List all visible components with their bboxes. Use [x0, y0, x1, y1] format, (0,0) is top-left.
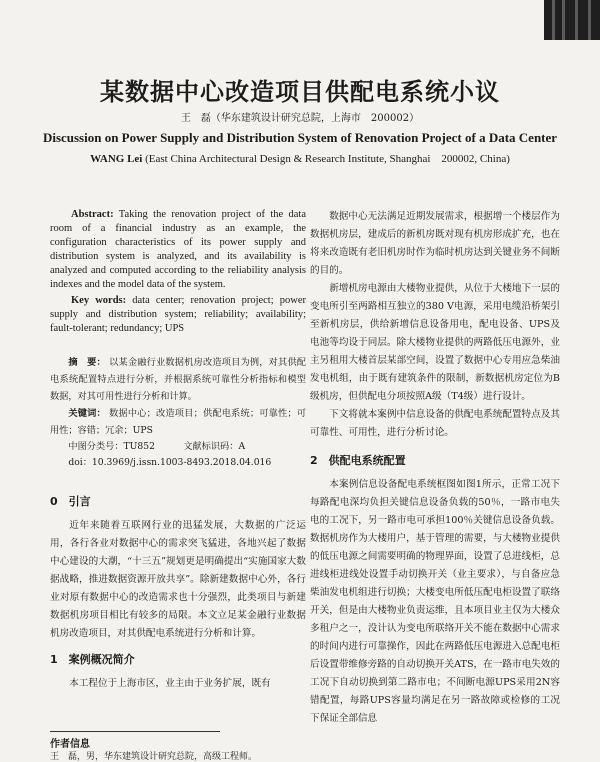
section-heading-intro: 0 引言	[50, 495, 91, 508]
footnote-rule	[50, 731, 220, 732]
paper-title-cn: 某数据中心改造项目供配电系统小议	[100, 78, 500, 106]
footnote-heading: 作者信息	[50, 739, 90, 750]
doi: doi：10.3969/j.issn.1003-8493.2018.04.016	[68, 457, 272, 468]
author-name-en: WANG Lei	[90, 153, 143, 165]
right-paragraph-3: 下文将就本案例中信息设备的供配电系统配置特点及其可靠性、可用性，进行分析讨论。	[310, 409, 560, 438]
author-affiliation-en: (East China Architectural Design & Research Institute, Shanghai 200002, China)	[145, 153, 510, 165]
abstract-en-text: Taking the renovation project of the data room of a financial industry as an example, the configuration characteristics of its power supply and distribution system is analyzed, and its availability is analyzed and computed according to the reliability analysis indexes and the model data of the system.	[50, 209, 307, 290]
config-paragraph: 本案例信息设备配电系统框图如图1所示，正常工况下每路配电深均负担关键信息设备负载的50％，一路市电失电的工况下，另一路市电可承担100％关键信息设备负载。数据机房作为大楼用户，基于管理的需要，与大楼物业提供的低压电源之间需要明确的物理界面，设置了总进线柜，总进线柜进线处设置手动切换开关（业主要求），与自备应急柴油发电机组进行切换；大楼变电所低压配电柜设置了联络开关，但是由大楼物业负责运维，且本项目业主仅为大楼众多租户之一，没计认为变电所联络开关不能在数据中心需求的时间内进行可靠操作，因此在两路低压电源进入总配电柜后设置带维修旁路的自动切换开关ATS，在一路市电失效的工况下自动切换到第二路市电；不间断电源UPS采用2N容错配置，每路UPS容量均满足在另一路故障或检修的工况下保证全部信息	[310, 479, 560, 724]
keywords-en-label: Key words:	[71, 295, 127, 306]
keywords-cn	[50, 405, 306, 439]
keywords-en	[50, 294, 306, 336]
right-paragraph-2: 新增机房电源由大楼物业提供，从位于大楼地下一层的变电所引至两路相互独立的380 V电源，采用电缆沿桥架引至新机房层，供给新增信息设备用电，配电设备、UPS及电池等均设于同层。除大楼物业提供的两路低压电源外，业主另租用大楼首层某部空间，设置了数据中心专用应急柴油发电机组，由于既有建筑条件的限制，新数据机房定位为B级机房，但供配电分项按照A级（T4级）进行设计。	[310, 283, 560, 402]
section-heading-config: 2 供配电系统配置	[310, 454, 406, 467]
classification-line	[50, 439, 306, 455]
keywords-cn-label: 关键词：	[68, 408, 106, 419]
author-line-cn: 王 磊（华东建筑设计研究总院，上海市 200002）	[180, 113, 420, 124]
doc-code-value: A	[238, 441, 246, 452]
clc-label: 中图分类号：	[68, 441, 124, 452]
abstract-cn-text: 以某金融行业数据机房改造项目为例，对其供配电系统配置特点进行分析，并根据系统可靠性分析指标和模型数据，对其可用性进行分析和计算。	[50, 357, 307, 402]
scan-corner-mark	[544, 0, 600, 40]
abstract-cn	[50, 354, 306, 405]
abstract-en	[50, 208, 306, 292]
keywords-en-text: data center; renovation project; power supply and distribution system; reliability; availability; fault-tolerant; redundancy; UPS	[50, 295, 307, 334]
author-line-en	[0, 150, 600, 166]
section-heading-case: 1 案例概况简介	[50, 653, 135, 666]
keywords-cn-text: 数据中心；改造项目；供配电系统；可靠性；可用性；容错；冗余；UPS	[50, 408, 307, 436]
right-paragraph-1: 数据中心无法满足近期发展需求，根据增一个楼层作为数据机房层，建成后的新机房既对现有机房形成扩充，也在将来改造既有老旧机房时作为临时机房达到关键业务不间断的目的。	[310, 211, 560, 276]
abstract-cn-label: 摘 要：	[68, 357, 106, 368]
case-paragraph: 本工程位于上海市区，业主由于业务扩展，既有	[69, 678, 271, 689]
right-column	[310, 208, 560, 728]
intro-paragraph: 近年来随着互联网行业的迅猛发展，大数据的广泛运用，各行各业对数据中心的需求突飞猛进，各地兴起了数据中心建设的大潮，“十三五”规划更是明确提出“实施国家大数据战略，推进数据资源开放共享”。除新建数据中心外，各行业对原有数据中心的改造需求也十分强烈，此类项目与新建数据机房项目相比有较多的局限。本文立足某金融行业数据机房改造项目，对其供配电系统进行分析和计算。	[50, 520, 306, 639]
doc-code-label: 文献标识码：	[183, 441, 239, 452]
paper-title-en: Discussion on Power Supply and Distribution System of Renovation Project of a Data Center	[42, 130, 558, 145]
footnote-text: 王 磊，男，华东建筑设计研究总院，高级工程师。	[50, 752, 258, 762]
left-column	[50, 208, 306, 693]
clc-value: TU852	[123, 441, 155, 452]
abstract-en-label: Abstract:	[71, 209, 114, 220]
